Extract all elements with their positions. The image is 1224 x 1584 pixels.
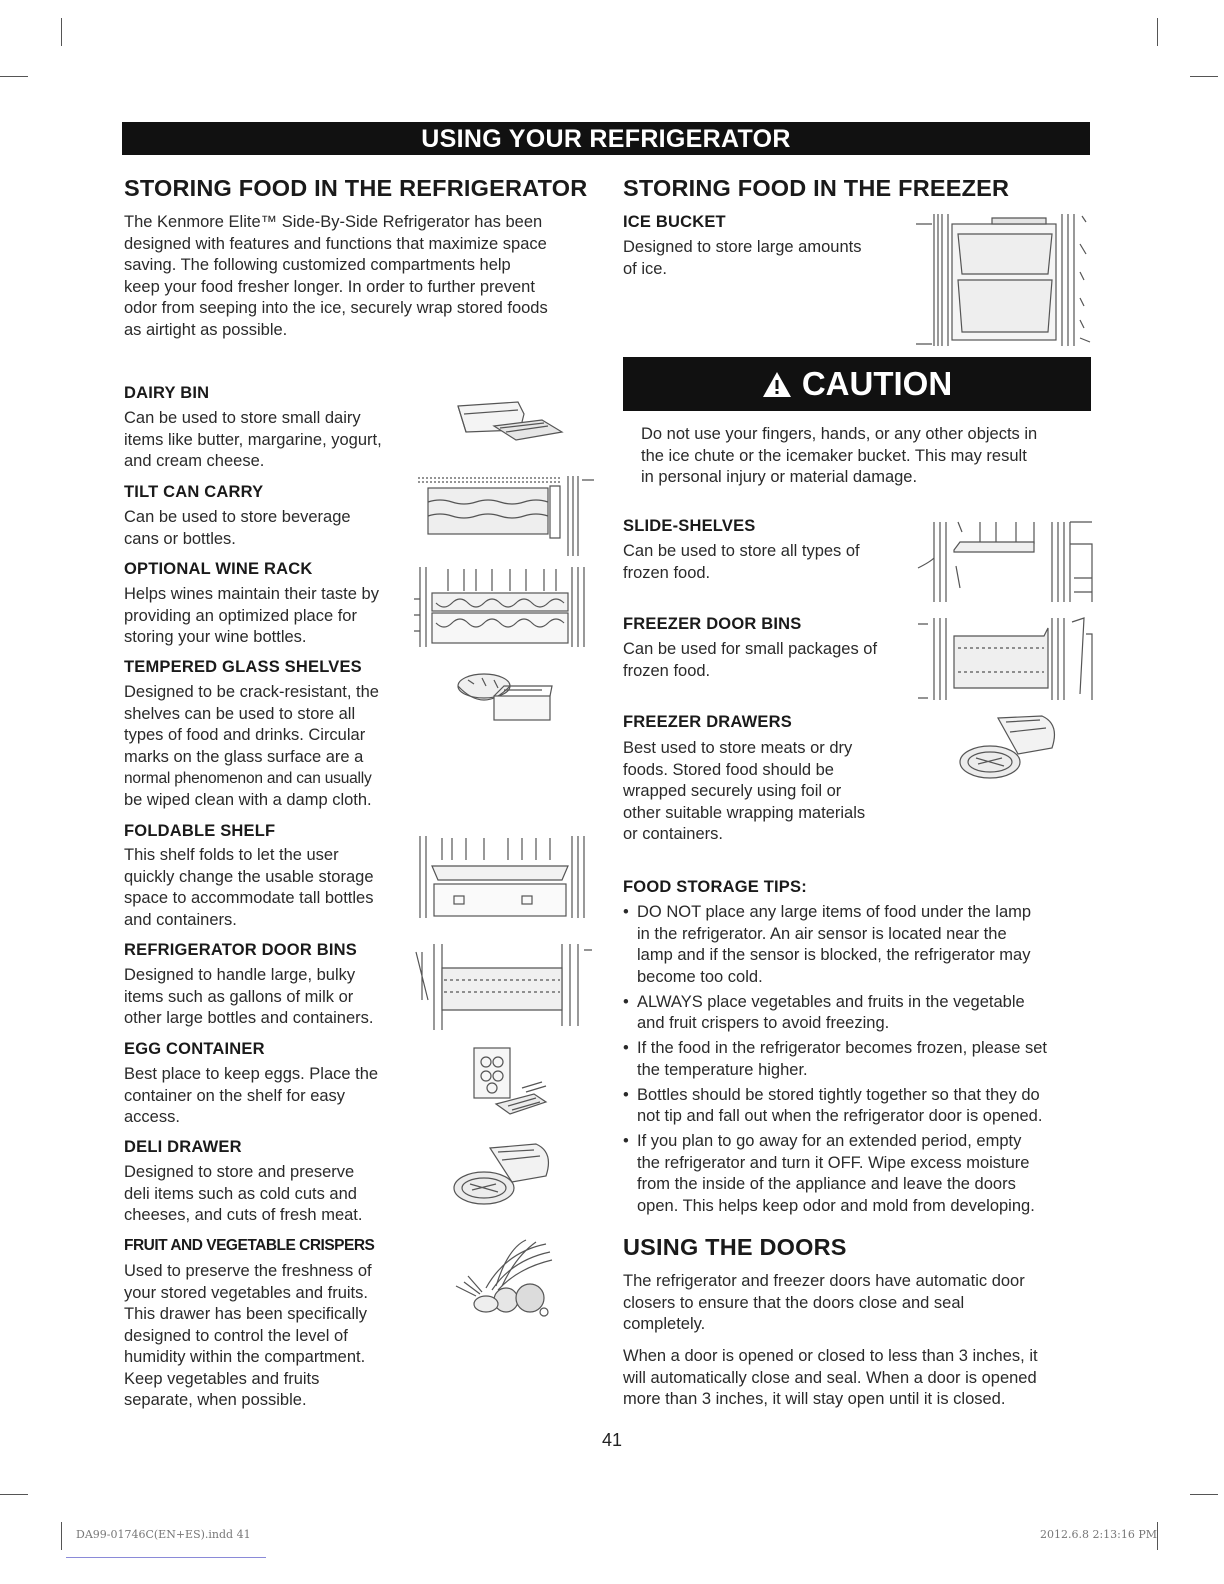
text-line: Best place to keep eggs. Place the [124, 1065, 379, 1083]
text-line: providing an optimized place for [124, 606, 357, 625]
ice-bucket-heading: ICE BUCKET [623, 213, 726, 231]
egg-container-text [124, 1064, 378, 1129]
text-line: your stored vegetables and fruits. [124, 1283, 368, 1302]
text-line: container on the shelf for easy [124, 1086, 346, 1105]
text-line: the temperature higher. [637, 1060, 808, 1079]
crop-mark [0, 76, 28, 77]
text-line: and cream cheese. [124, 452, 265, 470]
freezer-drawers-illustration [954, 712, 1064, 786]
text-line: cans or bottles. [124, 529, 236, 548]
text-line: in the refrigerator. An air sensor is located near the [637, 924, 1007, 943]
slide-shelves-heading: SLIDE-SHELVES [623, 517, 756, 535]
text-line: more than 3 inches, it will stay open until it is closed. [623, 1390, 1006, 1408]
food-storage-tips-heading: FOOD STORAGE TIPS: [623, 878, 807, 896]
text-line: Helps wines maintain their taste by [124, 585, 379, 603]
text-line: normal phenomenon and can usually [124, 770, 372, 787]
tilt-can-carry-illustration [410, 472, 595, 558]
text-line: Can be used to store small dairy [124, 409, 361, 427]
text-line: Can be used for small packages of [623, 640, 878, 658]
text-line: open. This helps keep odor and mold from developing. [637, 1196, 1035, 1215]
text-line: and containers. [124, 910, 237, 929]
text-line: access. [124, 1108, 180, 1126]
door-bins-illustration [412, 940, 592, 1030]
caution-text [641, 424, 1037, 489]
text-line: types of food and drinks. Circular [124, 726, 366, 744]
wine-rack-illustration [412, 563, 592, 651]
text-line: The refrigerator and freezer doors have automatic door [623, 1272, 1025, 1290]
intro-line: saving. The following customized compartments help [124, 256, 511, 274]
tip-item [623, 1085, 1098, 1128]
freezer-drawers-text [623, 738, 865, 846]
text-line: Designed to be crack-resistant, the [124, 683, 379, 701]
dairy-bin-heading: DAIRY BIN [124, 384, 210, 402]
deli-drawer-illustration [450, 1142, 560, 1210]
text-line: • If you plan to go away for an extended period, empty [637, 1132, 1022, 1150]
tilt-can-carry-text [124, 507, 351, 550]
file-slug: DA99-01746C(EN+ES).indd 41 [76, 1528, 251, 1541]
text-line: space to accommodate tall bottles [124, 889, 374, 907]
text-line: Designed to store and preserve [124, 1163, 355, 1181]
refrigerator-storage-title: STORING FOOD IN THE REFRIGERATOR [124, 175, 588, 201]
text-line: Designed to handle large, bulky [124, 966, 356, 984]
crop-mark [1190, 76, 1218, 77]
text-line: designed to control the level of [124, 1326, 348, 1345]
text-line: Can be used to store beverage [124, 508, 351, 526]
text-line: Used to preserve the freshness of [124, 1262, 372, 1280]
slide-shelves-text [623, 541, 860, 584]
tip-item [623, 1131, 1098, 1217]
glass-shelves-text [124, 682, 379, 811]
text-line: deli items such as cold cuts and [124, 1184, 357, 1203]
freezer-storage-title: STORING FOOD IN THE FREEZER [623, 175, 1010, 201]
text-line: from the inside of the appliance and leave the doors [637, 1175, 1016, 1193]
foldable-shelf-text [124, 845, 374, 931]
crop-mark [0, 1494, 28, 1495]
freezer-door-bins-text [623, 639, 877, 682]
text-line: become too cold. [637, 967, 763, 986]
text-line: closers to ensure that the doors close and seal [623, 1293, 965, 1312]
glass-shelves-illustration [452, 666, 562, 726]
glass-shelves-heading: TEMPERED GLASS SHELVES [124, 658, 362, 676]
tip-item [623, 992, 1098, 1035]
text-line: Do not use your fingers, hands, or any other objects in [641, 425, 1038, 443]
ice-bucket-text [623, 237, 861, 280]
text-line: not tip and fall out when the refrigerator door is opened. [637, 1107, 1043, 1125]
dairy-bin-illustration [450, 396, 565, 444]
text-line: marks on the glass surface are a [124, 747, 364, 766]
crop-mark [61, 1522, 62, 1550]
text-line: foods. Stored food should be [623, 760, 834, 779]
foldable-shelf-heading: FOLDABLE SHELF [124, 822, 276, 840]
section-header-bar: USING YOUR REFRIGERATOR [122, 122, 1090, 155]
text-line: • Bottles should be stored tightly together so that they do [637, 1085, 1040, 1104]
tip-item [623, 1038, 1098, 1081]
text-line: other suitable wrapping materials [623, 803, 866, 822]
wine-rack-text [124, 584, 379, 649]
page-number: 41 [601, 1430, 623, 1450]
intro-paragraph [124, 212, 604, 341]
freezer-door-bins-heading: FREEZER DOOR BINS [623, 615, 802, 633]
text-line: Designed to store large amounts [623, 238, 862, 256]
underline-rule [66, 1557, 266, 1558]
crop-mark [61, 18, 62, 46]
date-slug: 2012.6.8 2:13:16 PM [1040, 1528, 1158, 1541]
tilt-can-carry-heading: TILT CAN CARRY [124, 483, 264, 501]
intro-line: odor from seeping into the ice, securely wrap stored foods [124, 299, 548, 317]
door-bins-text [124, 965, 374, 1030]
tip-item [623, 902, 1098, 988]
doors-paragraph-2 [623, 1346, 1038, 1411]
text-line: humidity within the compartment. [124, 1348, 366, 1366]
wine-rack-heading: OPTIONAL WINE RACK [124, 560, 313, 578]
deli-drawer-heading: DELI DRAWER [124, 1138, 242, 1156]
ice-bucket-illustration [912, 210, 1094, 348]
text-line: of ice. [623, 259, 668, 278]
egg-container-illustration [462, 1042, 552, 1120]
caution-bar [623, 357, 1091, 411]
crispers-heading: FRUIT AND VEGETABLE CRISPERS [124, 1237, 375, 1254]
text-line: Keep vegetables and fruits [124, 1369, 320, 1388]
door-bins-heading: REFRIGERATOR DOOR BINS [124, 941, 357, 959]
crispers-text [124, 1261, 372, 1412]
deli-drawer-text [124, 1162, 362, 1227]
text-line: shelves can be used to store all [124, 704, 356, 723]
text-line: frozen food. [623, 563, 711, 582]
food-storage-tips-list [623, 902, 1098, 1221]
text-line: Can be used to store all types of [623, 542, 860, 560]
text-line: items such as gallons of milk or [124, 987, 354, 1006]
crispers-illustration [446, 1238, 566, 1318]
slide-shelves-illustration [914, 518, 1094, 604]
intro-line: as airtight as possible. [124, 320, 288, 339]
text-line: cheeses, and cuts of fresh meat. [124, 1206, 363, 1224]
crop-mark [1157, 1522, 1158, 1550]
text-line: the refrigerator and turn it OFF. Wipe excess moisture [637, 1153, 1030, 1172]
text-line: the ice chute or the icemaker bucket. This may result [641, 446, 1027, 465]
using-doors-title: USING THE DOORS [623, 1234, 847, 1260]
caution-label: CAUTION [801, 365, 953, 402]
intro-line: designed with features and functions that maximize space [124, 234, 547, 253]
freezer-door-bins-illustration [914, 614, 1094, 704]
text-line: be wiped clean with a damp cloth. [124, 790, 372, 809]
text-line: Best used to store meats or dry [623, 739, 853, 757]
crop-mark [1157, 18, 1158, 46]
text-line: When a door is opened or closed to less than 3 inches, it [623, 1347, 1038, 1365]
warning-triangle-icon [762, 371, 792, 398]
foldable-shelf-illustration [412, 832, 592, 922]
text-line: • ALWAYS place vegetables and fruits in the vegetable [637, 992, 1025, 1011]
text-line: in personal injury or material damage. [641, 468, 918, 486]
text-line: frozen food. [623, 661, 711, 680]
crop-mark [1190, 1494, 1218, 1495]
text-line: This drawer has been specifically [124, 1305, 368, 1323]
text-line: This shelf folds to let the user [124, 846, 339, 864]
text-line: and fruit crispers to avoid freezing. [637, 1014, 890, 1032]
egg-container-heading: EGG CONTAINER [124, 1040, 265, 1058]
text-line: lamp and if the sensor is blocked, the refrigerator may [637, 946, 1031, 964]
doors-paragraph-1 [623, 1271, 1025, 1336]
text-line: wrapped securely using foil or [623, 782, 842, 800]
dairy-bin-text [124, 408, 382, 473]
text-line: other large bottles and containers. [124, 1009, 374, 1027]
text-line: • DO NOT place any large items of food under the lamp [637, 903, 1032, 921]
text-line: separate, when possible. [124, 1391, 307, 1409]
freezer-drawers-heading: FREEZER DRAWERS [623, 713, 792, 731]
intro-line: keep your food fresher longer. In order to further prevent [124, 277, 535, 296]
text-line: storing your wine bottles. [124, 628, 307, 646]
text-line: quickly change the usable storage [124, 867, 374, 886]
text-line: items like butter, margarine, yogurt, [124, 430, 382, 449]
text-line: completely. [623, 1315, 706, 1333]
text-line: • If the food in the refrigerator becomes frozen, please set [637, 1039, 1047, 1057]
intro-line: The Kenmore Elite™ Side-By-Side Refrigerator has been [124, 213, 543, 231]
text-line: will automatically close and seal. When a door is opened [623, 1368, 1037, 1387]
text-line: or containers. [623, 825, 723, 843]
